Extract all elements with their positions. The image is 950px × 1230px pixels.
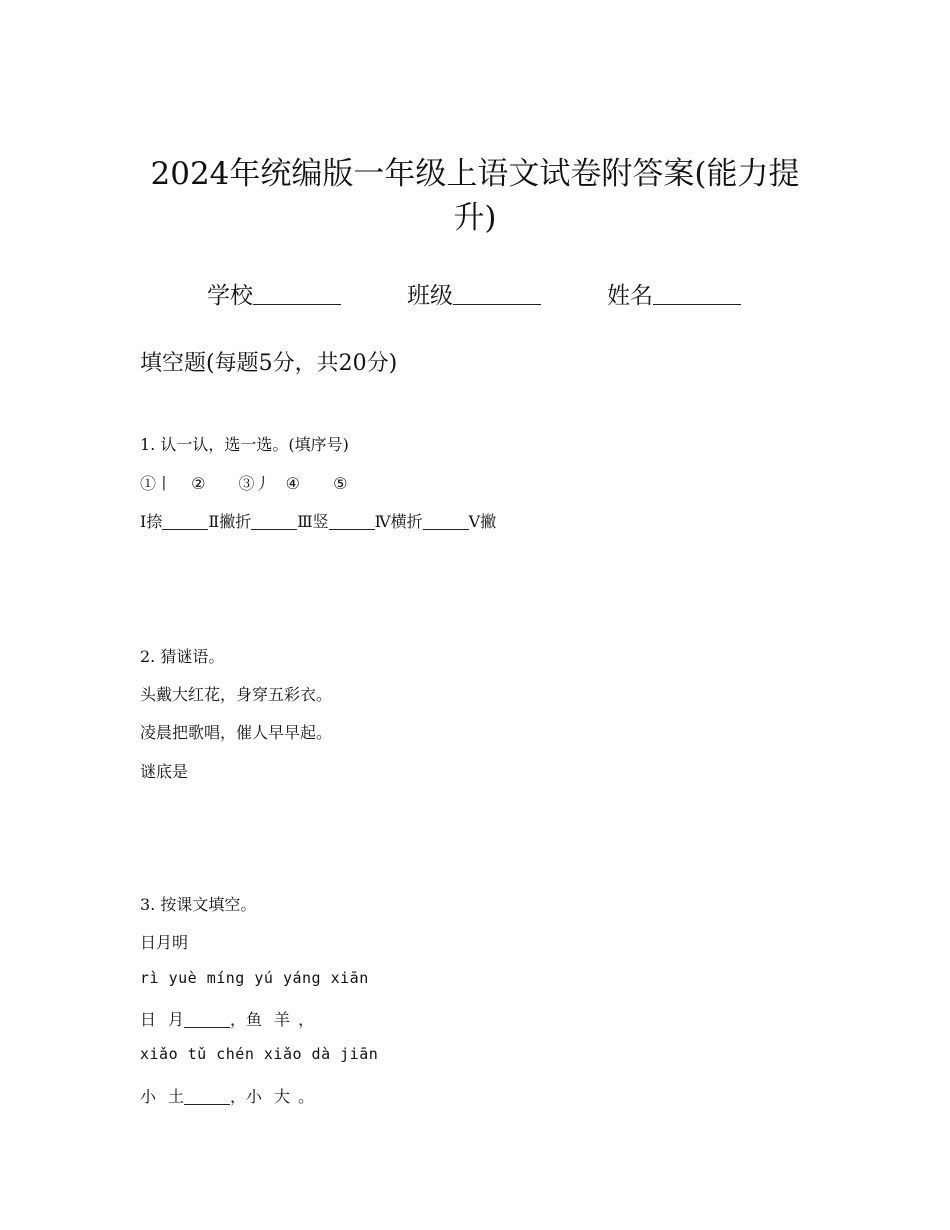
answer-blank[interactable]: [423, 513, 469, 530]
q3-char: 小: [140, 1087, 157, 1106]
q1-answer-label: Ⅴ撇: [468, 512, 497, 531]
q1-answers: [140, 509, 496, 532]
section-heading: 填空题(每题5分，共20分): [140, 351, 398, 376]
q3-char: 羊: [274, 1010, 291, 1029]
q3-chars-line: [140, 1084, 314, 1107]
q2-line: 头戴大红花，身穿五彩衣。: [140, 685, 333, 704]
q3-char: ，鱼: [230, 1010, 263, 1029]
q3-char: ，小: [230, 1087, 263, 1106]
q3-prompt: 3. 按课文填空。: [140, 895, 257, 914]
q1-answer-label: Ⅱ撇折: [208, 512, 252, 531]
title-line-1: 2024年统编版一年级上语文试卷附答案(能力提: [150, 156, 800, 192]
school-blank[interactable]: [253, 280, 341, 305]
name-blank[interactable]: [653, 280, 741, 305]
answer-blank[interactable]: [251, 513, 297, 530]
class-blank[interactable]: [453, 280, 541, 305]
title-line-2: 升): [453, 200, 497, 236]
answer-blank[interactable]: [184, 1011, 230, 1028]
q1-answer-label: Ⅲ竖: [297, 512, 329, 531]
q1-option: ②: [191, 474, 206, 493]
q1-option: ④: [285, 474, 300, 493]
name-field: [607, 277, 741, 310]
q2-line: 凌晨把歌唱，催人早早起。: [140, 723, 333, 742]
q1-answer-label: Ⅳ横折: [374, 512, 423, 531]
q1-prompt: 1. 认一认，选一选。(填序号): [140, 435, 349, 454]
school-label: 学校: [207, 283, 253, 309]
q1-option: ③丿: [238, 474, 271, 493]
class-field: [407, 277, 541, 310]
answer-blank[interactable]: [329, 513, 375, 530]
q3-subtitle: 日月明: [140, 933, 189, 952]
q1-option: ①丨: [140, 474, 173, 493]
q3-char: 大: [274, 1087, 291, 1106]
answer-blank[interactable]: [184, 1088, 230, 1105]
page-title: [120, 152, 830, 240]
q3-char: 。: [298, 1087, 315, 1106]
answer-blank[interactable]: [162, 513, 208, 530]
q3-pinyin-line: rì yuè míng yú yáng xiān: [140, 969, 369, 987]
q3-char: 日: [140, 1010, 157, 1029]
q1-options: [140, 471, 347, 494]
school-field: [207, 277, 341, 310]
q3-char: 月: [168, 1010, 185, 1029]
q3-char: ，: [298, 1010, 315, 1029]
name-label: 姓名: [607, 283, 653, 309]
q1-option: ⑤: [333, 474, 348, 493]
class-label: 班级: [407, 283, 453, 309]
q1-answer-label: Ⅰ捺: [140, 512, 163, 531]
q2-answer-label: 谜底是: [140, 762, 189, 781]
q2-prompt: 2. 猜谜语。: [140, 647, 225, 666]
q3-char: 土: [168, 1087, 185, 1106]
q3-pinyin-line: xiǎo tǔ chén xiǎo dà jiān: [140, 1045, 379, 1063]
q3-chars-line: [140, 1007, 314, 1030]
